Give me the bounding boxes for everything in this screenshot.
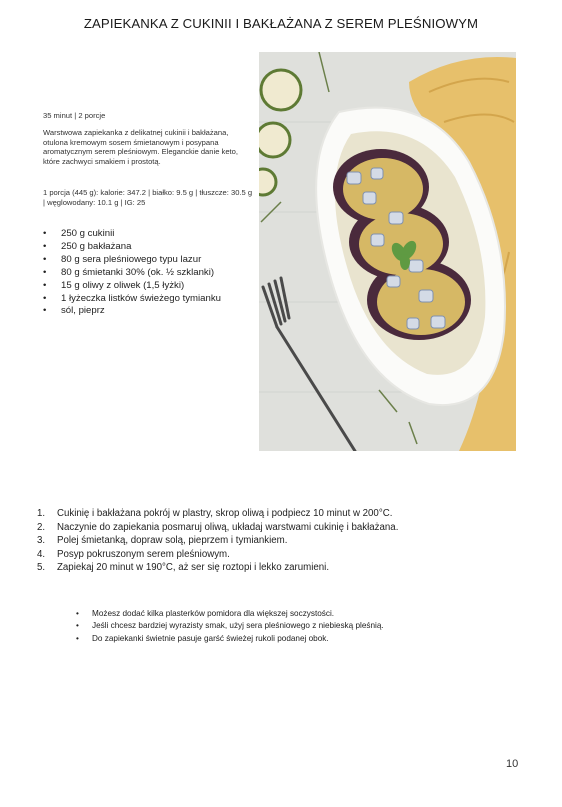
ingredient-text: sól, pieprz <box>61 305 105 317</box>
step-number: 2. <box>37 521 46 533</box>
step-text: Cukinię i bakłażana pokrój w plastry, skrop oliwą i podpiecz 10 minut w 200°C. <box>57 508 393 519</box>
step-number: 1. <box>37 508 46 519</box>
bullet: • <box>43 279 47 291</box>
bullet: • <box>43 292 47 304</box>
ingredient-text: 250 g cukinii <box>61 228 115 239</box>
nutrition-info: 1 porcja (445 g): kalorie: 347.2 | białko: 9.5 g | tłuszcze: 30.5 g | węglowodany: 10.1 g | IG: 25 <box>43 188 253 208</box>
step-item <box>37 534 517 548</box>
bullet: • <box>43 253 47 265</box>
step-item <box>37 561 517 575</box>
ingredients-list <box>43 228 255 318</box>
bullet: • <box>76 609 79 618</box>
bullet: • <box>43 228 47 239</box>
ingredient-item <box>43 254 255 267</box>
recipe-title: ZAPIEKANKA Z CUKINII I BAKŁAŻANA Z SEREM PLEŚNIOWYM <box>83 16 479 31</box>
ingredient-text: 1 łyżeczka listków świeżego tymianku <box>61 292 221 304</box>
step-number: 3. <box>37 535 46 547</box>
ingredient-item <box>43 267 255 280</box>
step-text: Posyp pokruszonym serem pleśniowym. <box>57 548 230 560</box>
tip-item <box>76 620 516 632</box>
bullet: • <box>43 240 47 252</box>
dish-photo <box>259 52 516 451</box>
page-number: 10 <box>506 758 519 770</box>
recipe-description: Warstwowa zapiekanka z delikatnej cukinii i bakłażana, otulona kremowym sosem śmietanowym i posypana aromatycznym serem pleśniowym. Eleganckie danie keto, które zachwyci smakiem i prostotą. <box>43 128 238 166</box>
ingredient-item <box>43 280 255 293</box>
step-text: Zapiekaj 20 minut w 190°C, aż ser się roztopi i lekko zarumieni. <box>57 562 330 574</box>
recipe-meta: 35 minut | 2 porcje <box>43 111 106 120</box>
bullet: • <box>76 621 79 631</box>
step-text: Polej śmietanką, dopraw solą, pieprzem i tymiankiem. <box>57 535 288 547</box>
ingredient-text: 80 g śmietanki 30% (ok. ½ szklanki) <box>61 266 215 278</box>
step-item <box>37 507 517 521</box>
casserole-illustration <box>259 52 516 451</box>
step-number: 5. <box>37 562 46 574</box>
ingredient-item <box>43 293 255 306</box>
ingredient-item <box>43 305 255 318</box>
ingredient-item <box>43 228 255 241</box>
bullet: • <box>43 305 47 317</box>
step-number: 4. <box>37 548 46 560</box>
tip-text: Do zapiekanki świetnie pasuje garść świeżej rukoli podanej obok. <box>92 633 329 643</box>
ingredient-item <box>43 241 255 254</box>
step-text: Naczynie do zapiekania posmaruj oliwą, układaj warstwami cukinię i bakłażana. <box>57 521 399 533</box>
step-item <box>37 548 517 562</box>
tip-text: Możesz dodać kilka plasterków pomidora dla większej soczystości. <box>92 609 335 618</box>
ingredient-text: 80 g sera pleśniowego typu lazur <box>61 253 202 265</box>
bullet: • <box>76 633 79 643</box>
tip-text: Jeśli chcesz bardziej wyrazisty smak, użyj sera pleśniowego z niebieską pleśnią. <box>92 621 384 631</box>
bullet: • <box>43 266 47 278</box>
tip-item <box>76 608 516 620</box>
steps-list <box>37 507 517 575</box>
tips-list <box>76 608 516 645</box>
ingredient-text: 250 g bakłażana <box>61 240 132 252</box>
step-item <box>37 521 517 535</box>
tip-item <box>76 633 516 645</box>
ingredient-text: 15 g oliwy z oliwek (1,5 łyżki) <box>61 279 185 291</box>
